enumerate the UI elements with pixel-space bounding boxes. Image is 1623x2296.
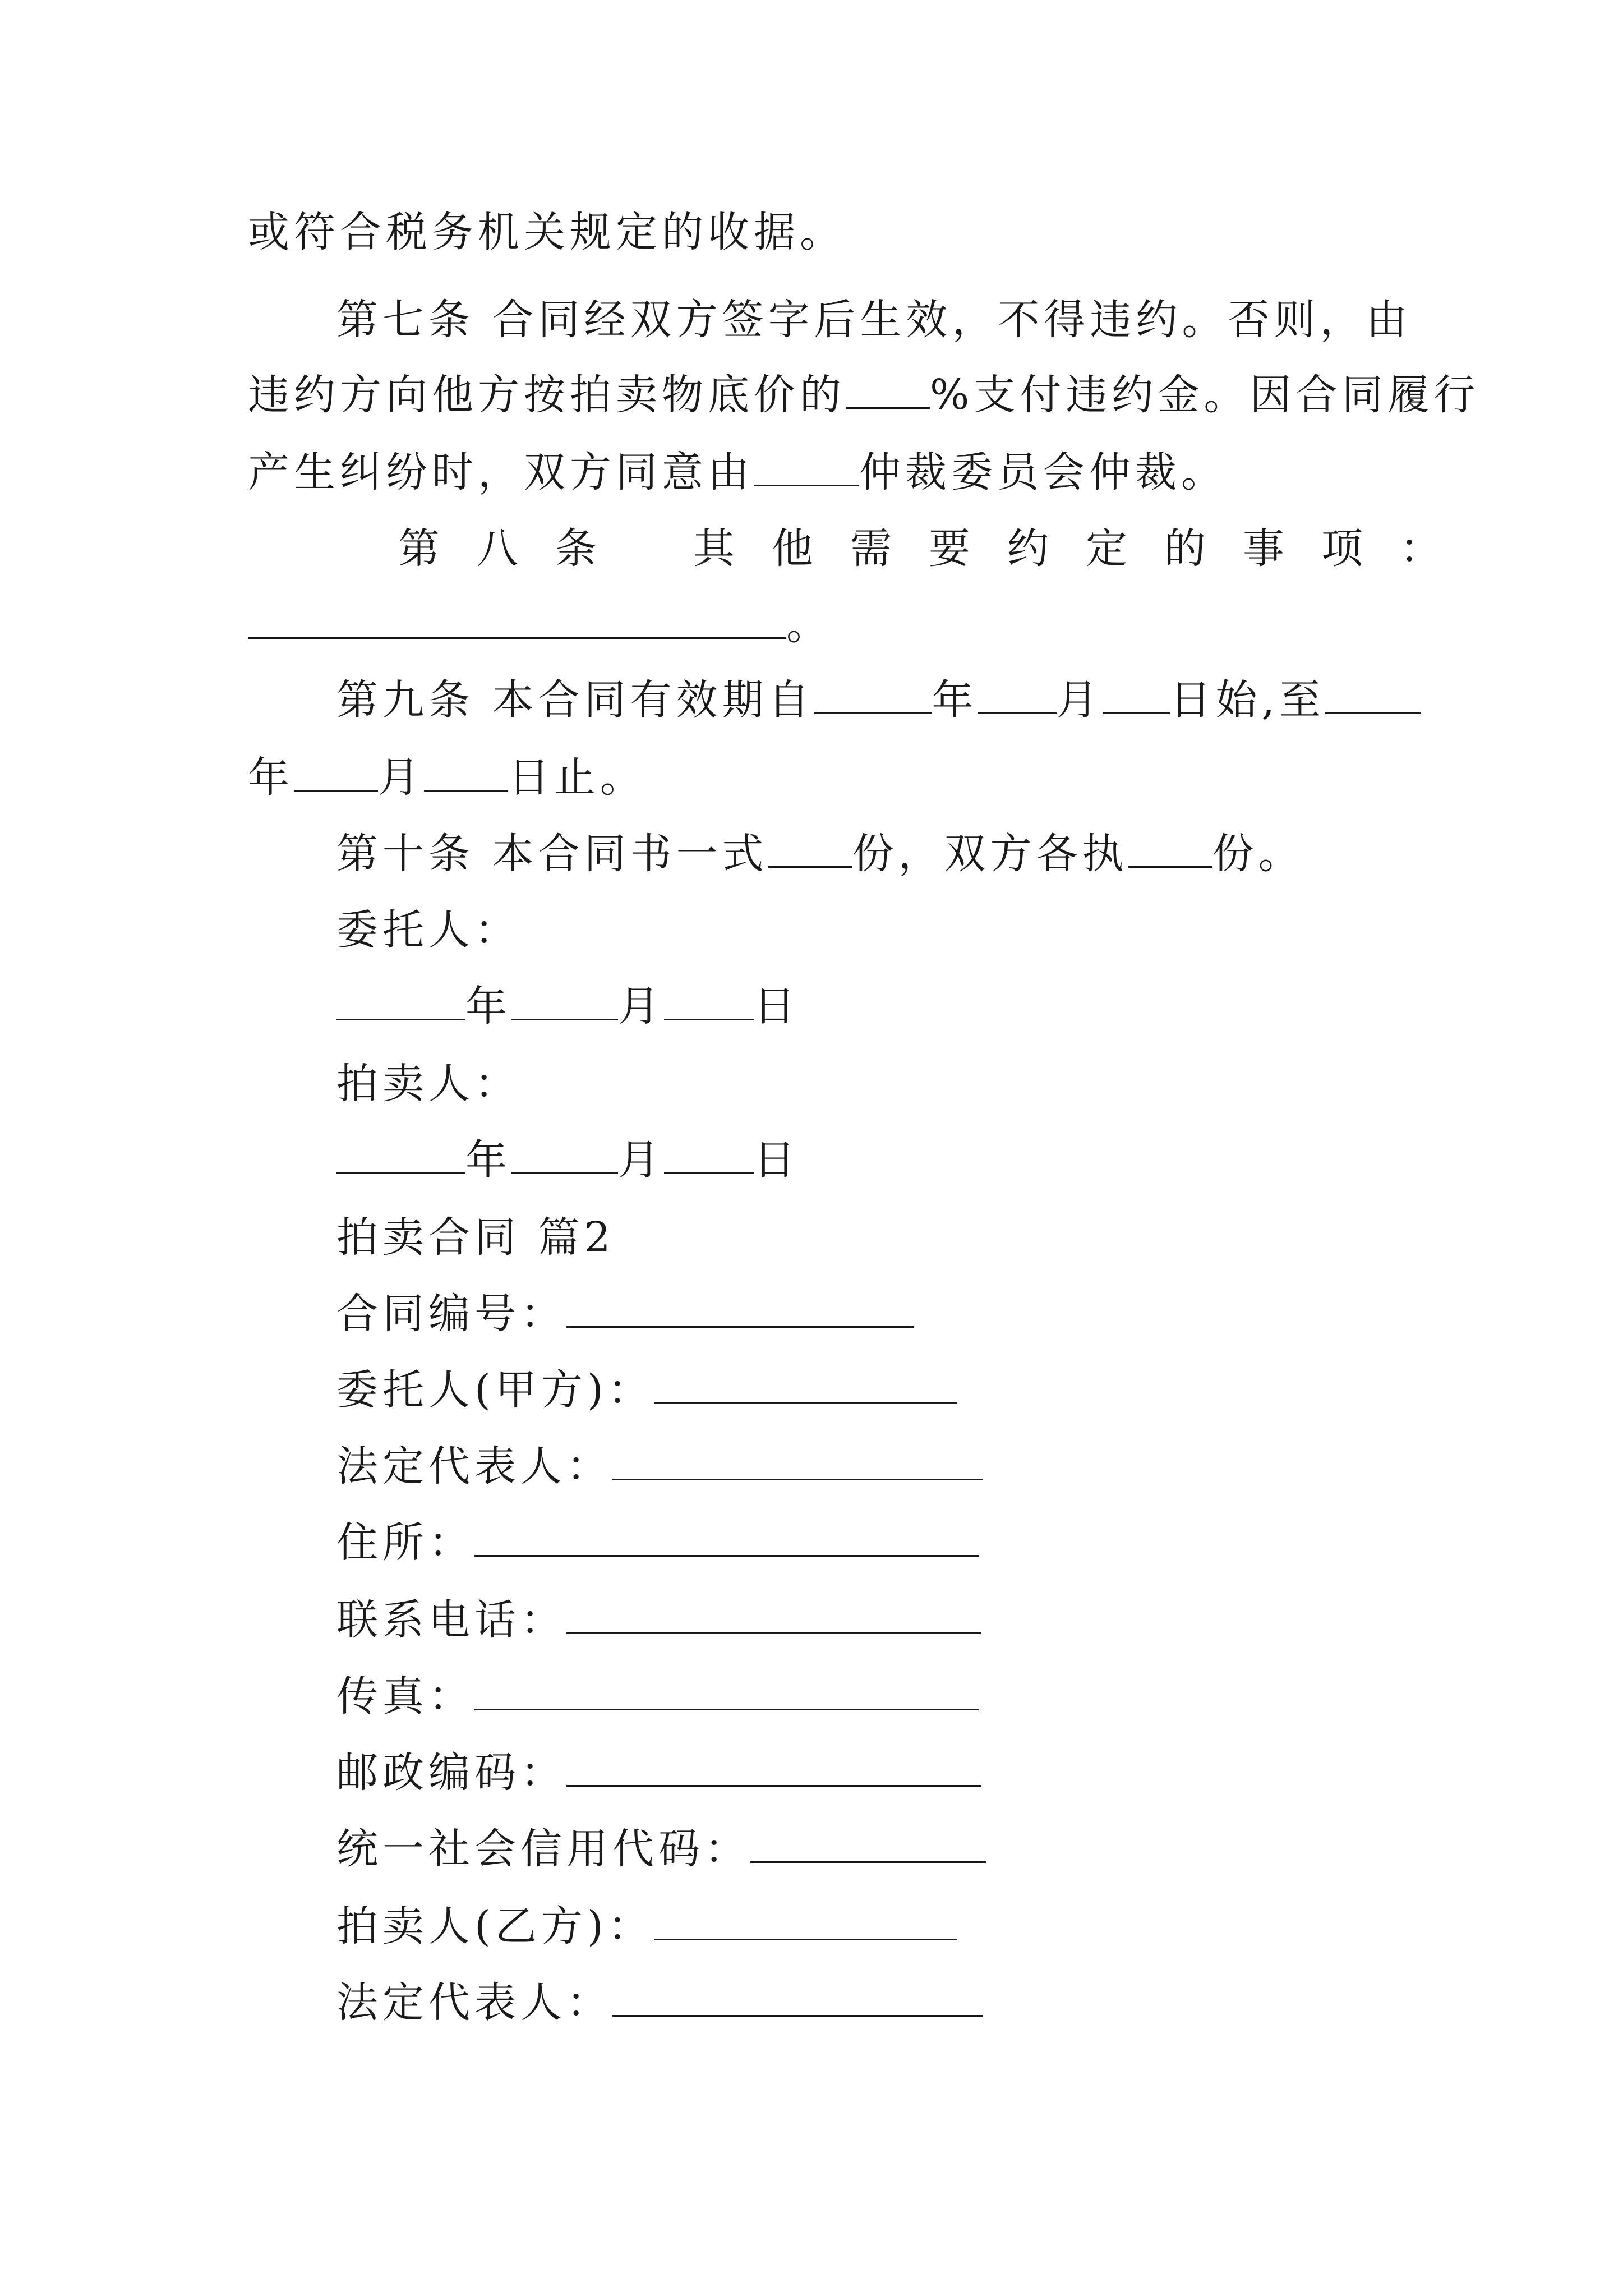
principal-day-blank[interactable] bbox=[664, 982, 754, 1020]
year-label: 年 bbox=[248, 753, 294, 802]
article-7-line-2 bbox=[248, 368, 1480, 422]
legal-rep-blank[interactable] bbox=[612, 1978, 983, 2017]
legal-rep-blank[interactable] bbox=[612, 1442, 983, 1480]
start-day-blank[interactable] bbox=[1103, 675, 1170, 714]
text-line-receipt bbox=[248, 205, 1381, 259]
field-postcode bbox=[336, 1746, 1469, 1800]
contract-no-blank[interactable] bbox=[566, 1289, 914, 1328]
fax-label: 传真： bbox=[336, 1672, 474, 1720]
article-8-char: 约 bbox=[1007, 524, 1049, 573]
contract-no-label: 合同编号： bbox=[336, 1290, 566, 1338]
postcode-blank[interactable] bbox=[566, 1748, 981, 1787]
year-label: 年 bbox=[932, 676, 978, 724]
article-8-char: 项 bbox=[1321, 524, 1363, 573]
field-fax bbox=[336, 1669, 1469, 1723]
article-8-char: 的 bbox=[1164, 524, 1206, 573]
auctioneer-label: 拍卖人： bbox=[336, 1060, 520, 1108]
field-legal-rep-2 bbox=[336, 1976, 1469, 2030]
article-8-char: 需 bbox=[850, 524, 892, 573]
article-8-char: 要 bbox=[929, 524, 970, 573]
end-month-blank[interactable] bbox=[294, 753, 378, 792]
address-blank[interactable] bbox=[474, 1518, 979, 1557]
part-2-heading bbox=[336, 1211, 1469, 1264]
article-8-char: 定 bbox=[1086, 524, 1127, 573]
article-8-heading bbox=[398, 522, 1441, 576]
article-7-text: 违约方向他方按拍卖物底价的 bbox=[248, 371, 846, 419]
day-label: 日 bbox=[754, 982, 800, 1030]
auctioneer-day-blank[interactable] bbox=[664, 1135, 754, 1174]
principal-label: 委托人(甲方)： bbox=[336, 1366, 654, 1414]
article-8-char: 其 bbox=[693, 524, 735, 573]
auctioneer-signature-label bbox=[336, 1057, 1469, 1111]
phone-blank[interactable] bbox=[566, 1595, 981, 1634]
copies-total-blank[interactable] bbox=[768, 829, 852, 868]
field-contract-no bbox=[336, 1287, 1469, 1341]
principal-month-blank[interactable] bbox=[511, 982, 618, 1020]
fax-blank[interactable] bbox=[474, 1672, 979, 1710]
article-7-text: 第七条 合同经双方签字后生效，不得违约。否则，由 bbox=[336, 296, 1412, 344]
principal-date-line bbox=[336, 979, 1469, 1033]
auctioneer-month-blank[interactable] bbox=[511, 1135, 618, 1174]
auctioneer-year-blank[interactable] bbox=[336, 1135, 465, 1174]
principal-year-blank[interactable] bbox=[336, 982, 465, 1020]
article-7-text: %支付违约金。因合同履行 bbox=[930, 371, 1480, 419]
year-label: 年 bbox=[465, 1136, 511, 1184]
article-10-line bbox=[336, 827, 1469, 881]
auctioneer-blank[interactable] bbox=[654, 1902, 957, 1940]
article-8-char: 条 bbox=[555, 524, 597, 573]
article-7-text: 产生纠纷时，双方同意由 bbox=[248, 448, 754, 496]
part-2-title: 拍卖合同 篇2 bbox=[336, 1213, 615, 1262]
article-7-line-1 bbox=[336, 293, 1469, 347]
article-8-char: 第 bbox=[398, 524, 440, 573]
field-principal bbox=[336, 1363, 1469, 1417]
postcode-label: 邮政编码： bbox=[336, 1749, 566, 1797]
article-7-text: 仲裁委员会仲裁。 bbox=[859, 448, 1227, 496]
article-8-char: 事 bbox=[1243, 524, 1284, 573]
article-8-char bbox=[634, 522, 656, 576]
article-8-char: ： bbox=[1400, 524, 1441, 573]
article-8-line-2 bbox=[248, 598, 1381, 652]
article-10-text: 份，双方各执 bbox=[852, 830, 1128, 878]
article-10-text: 份。 bbox=[1212, 830, 1304, 878]
receipt-text: 或符合税务机关规定的收据。 bbox=[248, 208, 846, 256]
article-8-char: 八 bbox=[477, 524, 518, 573]
month-label: 月 bbox=[378, 753, 424, 802]
article-8-end: 。 bbox=[786, 601, 832, 649]
start-month-blank[interactable] bbox=[978, 675, 1057, 714]
day-label: 日 bbox=[754, 1136, 800, 1184]
field-credit-code bbox=[336, 1822, 1469, 1876]
auctioneer-label: 拍卖人(乙方)： bbox=[336, 1902, 654, 1950]
legal-rep-label: 法定代表人： bbox=[336, 1978, 612, 2027]
month-label: 月 bbox=[618, 982, 664, 1030]
address-label: 住所： bbox=[336, 1519, 474, 1567]
month-label: 月 bbox=[618, 1136, 664, 1184]
year-label: 年 bbox=[465, 982, 511, 1030]
start-year-blank[interactable] bbox=[814, 675, 932, 714]
field-phone bbox=[336, 1593, 1469, 1647]
article-9-text: 第九条 本合同有效期自 bbox=[336, 676, 814, 724]
end-year-blank[interactable] bbox=[1325, 675, 1421, 714]
principal-label: 委托人： bbox=[336, 906, 520, 954]
principal-signature-label bbox=[336, 903, 1469, 957]
arbitration-committee-blank[interactable] bbox=[754, 448, 859, 486]
percent-blank[interactable] bbox=[846, 370, 930, 409]
end-day-blank[interactable] bbox=[424, 753, 508, 792]
article-8-char: 他 bbox=[772, 524, 813, 573]
field-auctioneer bbox=[336, 1899, 1469, 1953]
article-8-line-1 bbox=[398, 522, 1531, 576]
article-10-text: 第十条 本合同书一式 bbox=[336, 830, 768, 878]
copies-each-blank[interactable] bbox=[1128, 829, 1212, 868]
day-label: 日始,至 bbox=[1169, 676, 1326, 724]
credit-code-blank[interactable] bbox=[750, 1824, 986, 1863]
auctioneer-date-line bbox=[336, 1133, 1469, 1187]
principal-blank[interactable] bbox=[654, 1365, 957, 1404]
phone-label: 联系电话： bbox=[336, 1596, 566, 1644]
article-7-line-3 bbox=[248, 445, 1381, 499]
field-legal-rep-1 bbox=[336, 1439, 1469, 1493]
article-9-line-1 bbox=[336, 673, 1469, 727]
credit-code-label: 统一社会信用代码： bbox=[336, 1825, 750, 1873]
day-label: 日止。 bbox=[508, 753, 646, 802]
field-address bbox=[336, 1516, 1469, 1570]
article-9-line-2 bbox=[248, 751, 1381, 804]
legal-rep-label: 法定代表人： bbox=[336, 1442, 612, 1490]
month-label: 月 bbox=[1056, 676, 1103, 724]
other-matters-blank[interactable] bbox=[248, 600, 786, 639]
